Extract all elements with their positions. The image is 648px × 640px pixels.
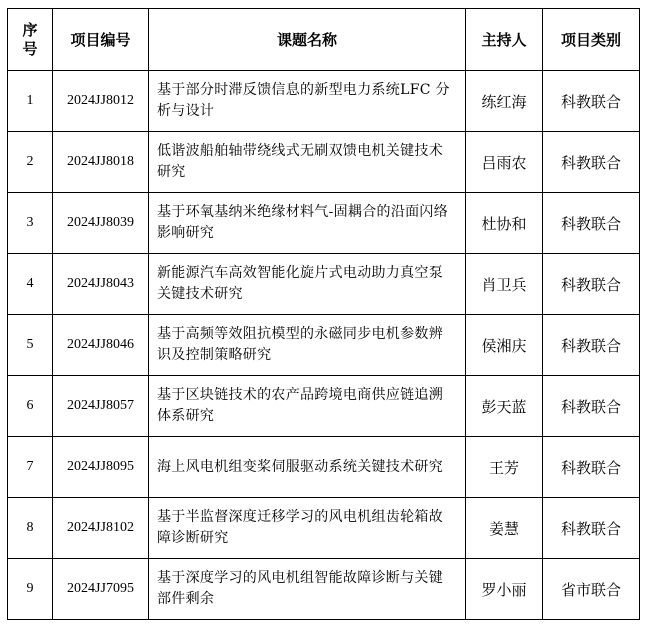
cell-host: 练红海 [466, 71, 543, 132]
cell-title: 低谐波船舶轴带绕线式无刷双馈电机关键技术研究 [149, 132, 466, 193]
table-row [8, 132, 640, 193]
cell-category: 科教联合 [543, 193, 640, 254]
cell-code: 2024JJ8039 [53, 193, 149, 254]
cell-category: 省市联合 [543, 559, 640, 620]
cell-title: 基于区块链技术的农产品跨境电商供应链追溯体系研究 [149, 376, 466, 437]
cell-code: 2024JJ8102 [53, 498, 149, 559]
cell-index: 2 [8, 132, 53, 193]
cell-category: 科教联合 [543, 254, 640, 315]
cell-index: 3 [8, 193, 53, 254]
cell-index: 6 [8, 376, 53, 437]
cell-host: 吕雨农 [466, 132, 543, 193]
cell-title: 基于环氧基纳米绝缘材料气-固耦合的沿面闪络影响研究 [149, 193, 466, 254]
cell-code: 2024JJ8095 [53, 437, 149, 498]
table-row [8, 376, 640, 437]
cell-index: 4 [8, 254, 53, 315]
cell-title: 基于部分时滞反馈信息的新型电力系统LFC 分析与设计 [149, 71, 466, 132]
cell-host: 王芳 [466, 437, 543, 498]
cell-host: 罗小丽 [466, 559, 543, 620]
cell-host: 杜协和 [466, 193, 543, 254]
cell-index: 7 [8, 437, 53, 498]
header-code: 项目编号 [53, 9, 149, 71]
table-row [8, 254, 640, 315]
cell-host: 姜慧 [466, 498, 543, 559]
table-row [8, 437, 640, 498]
cell-code: 2024JJ8043 [53, 254, 149, 315]
table-header [8, 9, 640, 71]
cell-category: 科教联合 [543, 132, 640, 193]
table-row [8, 193, 640, 254]
table-body [8, 71, 640, 620]
cell-title: 基于半监督深度迁移学习的风电机组齿轮箱故障诊断研究 [149, 498, 466, 559]
cell-code: 2024JJ7095 [53, 559, 149, 620]
cell-code: 2024JJ8012 [53, 71, 149, 132]
cell-code: 2024JJ8046 [53, 315, 149, 376]
project-table [7, 8, 640, 620]
cell-index: 8 [8, 498, 53, 559]
header-index: 序号 [8, 9, 53, 71]
table-row [8, 315, 640, 376]
header-category: 项目类别 [543, 9, 640, 71]
cell-index: 5 [8, 315, 53, 376]
table-row [8, 498, 640, 559]
cell-index: 1 [8, 71, 53, 132]
header-host: 主持人 [466, 9, 543, 71]
cell-code: 2024JJ8018 [53, 132, 149, 193]
header-row [8, 9, 640, 71]
cell-host: 侯湘庆 [466, 315, 543, 376]
cell-index: 9 [8, 559, 53, 620]
cell-category: 科教联合 [543, 71, 640, 132]
table-row [8, 71, 640, 132]
cell-host: 彭天蓝 [466, 376, 543, 437]
cell-title: 基于高频等效阻抗模型的永磁同步电机参数辨识及控制策略研究 [149, 315, 466, 376]
cell-category: 科教联合 [543, 498, 640, 559]
table-row [8, 559, 640, 620]
cell-category: 科教联合 [543, 376, 640, 437]
header-title: 课题名称 [149, 9, 466, 71]
cell-code: 2024JJ8057 [53, 376, 149, 437]
cell-category: 科教联合 [543, 315, 640, 376]
cell-title: 基于深度学习的风电机组智能故障诊断与关键部件剩余 [149, 559, 466, 620]
cell-category: 科教联合 [543, 437, 640, 498]
cell-title: 新能源汽车高效智能化旋片式电动助力真空泵关键技术研究 [149, 254, 466, 315]
cell-title: 海上风电机组变桨伺服驱动系统关键技术研究 [149, 437, 466, 498]
cell-host: 肖卫兵 [466, 254, 543, 315]
